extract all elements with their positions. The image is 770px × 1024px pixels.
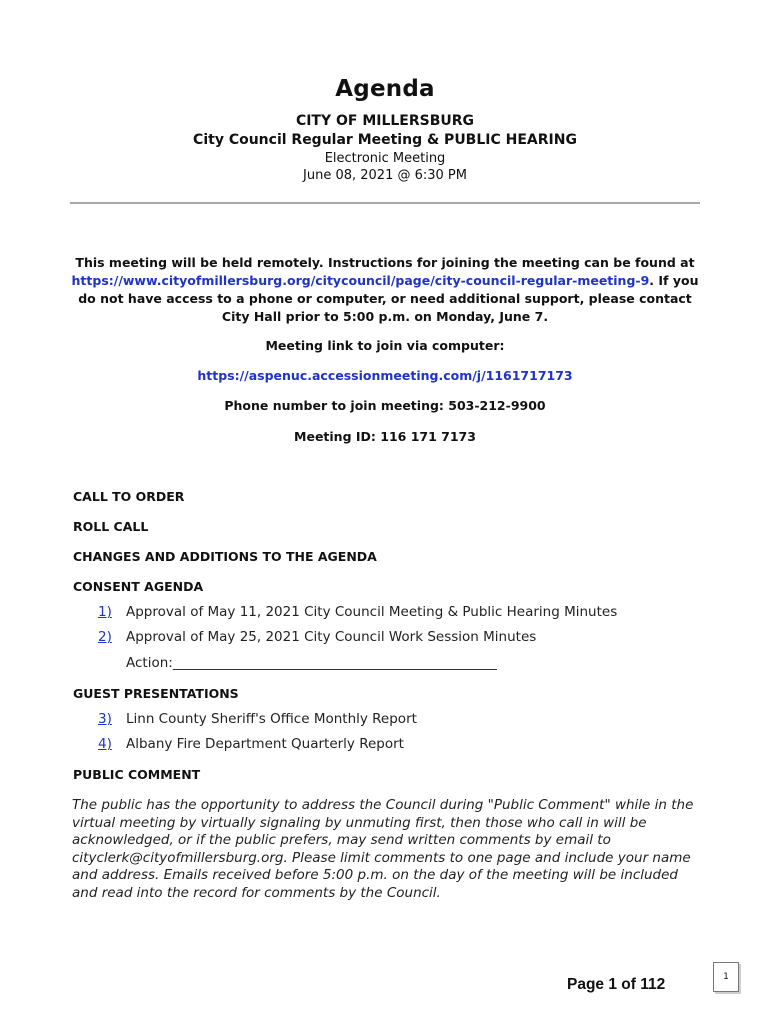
meeting-instructions-link[interactable]: https://www.cityofmillersburg.org/citycouncil/page/city-council-regular-meeting-9 — [71, 273, 650, 288]
item-link-2[interactable]: 2) — [98, 629, 112, 645]
item-link-3[interactable]: 3) — [98, 711, 112, 727]
remote-meeting-notice — [70, 254, 700, 326]
organization-name: CITY OF MILLERSBURG — [295, 113, 475, 129]
meeting-type: Electronic Meeting — [324, 151, 446, 166]
guest-item-4: Albany Fire Department Quarterly Report — [126, 736, 404, 752]
heading-public-comment: PUBLIC COMMENT — [73, 767, 201, 782]
item-link-4[interactable]: 4) — [98, 736, 112, 752]
item-link-1[interactable]: 1) — [98, 604, 112, 620]
guest-item-3: Linn County Sheriff's Office Monthly Report — [126, 711, 417, 727]
join-link-label: Meeting link to join via computer: — [265, 338, 505, 353]
action-line: Action:________________________________________________ — [126, 655, 497, 671]
meeting-id: Meeting ID: 116 171 7173 — [294, 429, 476, 444]
page-number-box: 1 — [713, 962, 739, 992]
heading-roll-call: ROLL CALL — [73, 519, 149, 534]
meeting-name: City Council Regular Meeting & PUBLIC HEARING — [193, 132, 577, 148]
heading-guest-presentations: GUEST PRESENTATIONS — [73, 686, 239, 701]
heading-call-to-order: CALL TO ORDER — [73, 489, 185, 504]
join-meeting-link[interactable]: https://aspenuc.accessionmeeting.com/j/1161717173 — [197, 368, 573, 383]
notice-intro: This meeting will be held remotely. Instructions for joining the meeting can be found at — [75, 255, 695, 270]
meeting-date: June 08, 2021 @ 6:30 PM — [303, 168, 467, 183]
phone-number: Phone number to join meeting: 503-212-9900 — [224, 398, 546, 413]
heading-changes-additions: CHANGES AND ADDITIONS TO THE AGENDA — [73, 549, 377, 564]
public-comment-text: The public has the opportunity to address the Council during "Public Comment" while in the virtual meeting by virtually signaling by unmuting first, then those who call in will be acknowledged, or if the public prefers, may send written comments by email to cityclerk@cityofmillersburg.org. Please limit comments to one page and include your name and address. Emails received before 5:00 p.m. on the day of the meeting will be included and read into the record for comments by the Council. — [72, 797, 694, 901]
agenda-title: Agenda — [335, 76, 435, 102]
consent-item-1: Approval of May 11, 2021 City Council Meeting & Public Hearing Minutes — [126, 604, 618, 620]
notice-rest: . If you do not have access to a phone or computer, or need additional support, please contact City Hall prior to 5:00 p.m. on Monday, June 7. — [78, 273, 699, 324]
page-counter: Page 1 of 112 — [567, 976, 666, 993]
consent-item-2: Approval of May 25, 2021 City Council Work Session Minutes — [126, 629, 537, 645]
heading-consent-agenda: CONSENT AGENDA — [73, 579, 204, 594]
header-divider — [70, 202, 700, 204]
